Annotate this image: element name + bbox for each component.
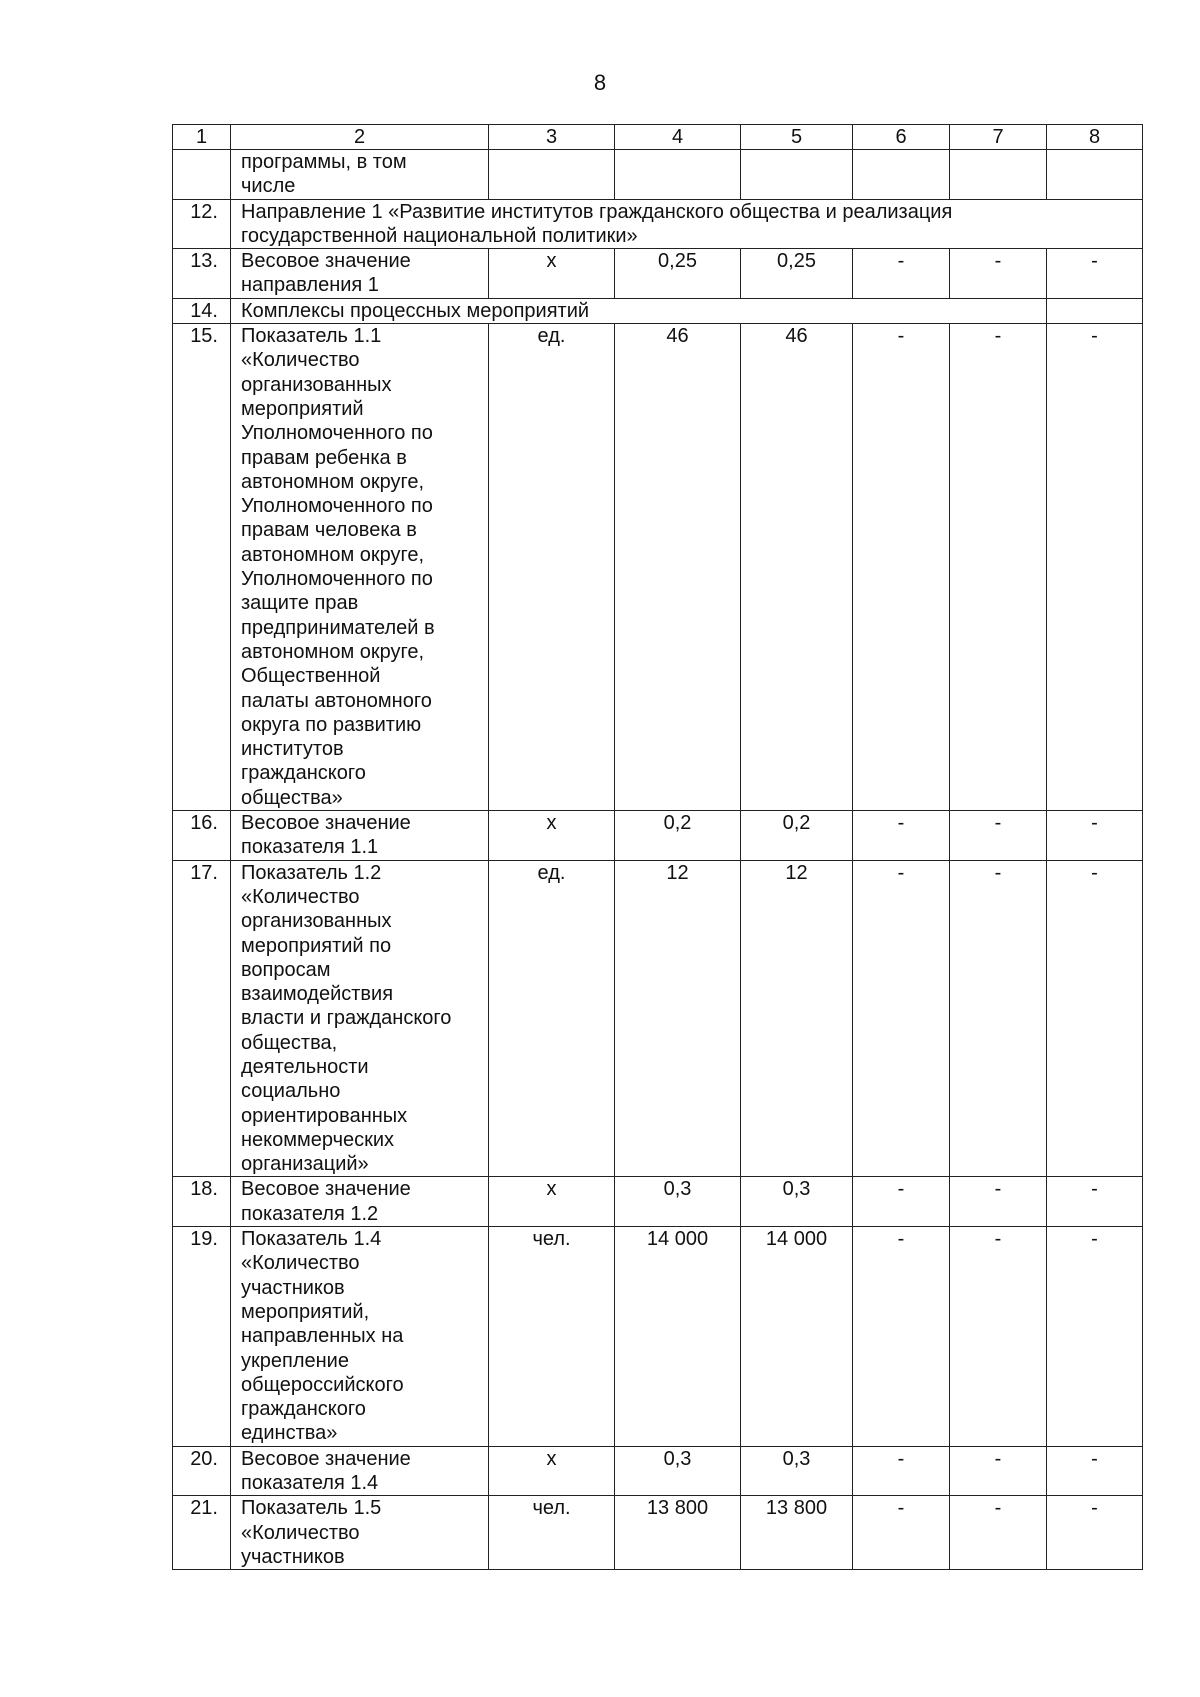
value-cell-col-6: - bbox=[853, 1496, 950, 1570]
value-cell-col-8: - bbox=[1047, 860, 1143, 1177]
value-cell-col-4: 0,2 bbox=[615, 811, 741, 861]
table-row bbox=[173, 199, 1143, 249]
table-row bbox=[173, 298, 1143, 323]
value-cell-col-5: 0,25 bbox=[741, 249, 853, 299]
value-cell-col-7: - bbox=[950, 249, 1047, 299]
row-number: 21. bbox=[173, 1496, 231, 1570]
column-header-4: 4 bbox=[615, 125, 741, 150]
value-cell-col-6: - bbox=[853, 324, 950, 811]
value-cell-col-5 bbox=[741, 150, 853, 200]
table-row bbox=[173, 1446, 1143, 1496]
value-cell-col-6 bbox=[853, 150, 950, 200]
table-row bbox=[173, 249, 1143, 299]
data-table bbox=[172, 124, 1143, 1570]
value-cell-col-8: - bbox=[1047, 1446, 1143, 1496]
value-cell-col-8: - bbox=[1047, 1496, 1143, 1570]
table-body bbox=[173, 125, 1143, 1570]
indicator-name-cell: Показатель 1.5 «Количество участников bbox=[231, 1496, 489, 1570]
value-cell-col-6: - bbox=[853, 860, 950, 1177]
table-row bbox=[173, 1227, 1143, 1447]
value-cell-col-8: - bbox=[1047, 811, 1143, 861]
value-cell-col-5: 0,3 bbox=[741, 1177, 853, 1227]
value-cell-col-4: 0,3 bbox=[615, 1177, 741, 1227]
indicator-name-cell: Весовое значение показателя 1.2 bbox=[231, 1177, 489, 1227]
value-cell-col-8 bbox=[1047, 298, 1143, 323]
value-cell-col-3: х bbox=[489, 249, 615, 299]
column-header-7: 7 bbox=[950, 125, 1047, 150]
value-cell-col-4: 0,3 bbox=[615, 1446, 741, 1496]
row-number: 15. bbox=[173, 324, 231, 811]
value-cell-col-6: - bbox=[853, 1227, 950, 1447]
value-cell-col-8: - bbox=[1047, 1227, 1143, 1447]
value-cell-col-3: ед. bbox=[489, 324, 615, 811]
value-cell-col-3 bbox=[489, 150, 615, 200]
value-cell-col-4: 0,25 bbox=[615, 249, 741, 299]
value-cell-col-5: 0,2 bbox=[741, 811, 853, 861]
table-row bbox=[173, 860, 1143, 1177]
value-cell-col-7: - bbox=[950, 1446, 1047, 1496]
value-cell-col-3: чел. bbox=[489, 1496, 615, 1570]
row-number bbox=[173, 150, 231, 200]
table-row bbox=[173, 1177, 1143, 1227]
indicator-name-cell: программы, в том числе bbox=[231, 150, 489, 200]
direction-title-cell: Направление 1 «Развитие институтов гражданского общества и реализация государственной национальной политики» bbox=[231, 199, 1143, 249]
value-cell-col-8: - bbox=[1047, 1177, 1143, 1227]
column-header-8: 8 bbox=[1047, 125, 1143, 150]
indicator-name-cell: Показатель 1.1 «Количество организованных мероприятий Уполномоченного по правам ребенка в автономном округе, Уполномоченного по правам человека в автономном округе, Уполномоченного по защите прав предпринимателей в автономном округе, Общественной палаты автономного округа по развитию институтов гражданского общества» bbox=[231, 324, 489, 811]
value-cell-col-5: 12 bbox=[741, 860, 853, 1177]
indicator-name-cell: Весовое значение показателя 1.4 bbox=[231, 1446, 489, 1496]
table-row bbox=[173, 1496, 1143, 1570]
indicator-name-cell: Показатель 1.2 «Количество организованных мероприятий по вопросам взаимодействия власти и гражданского общества, деятельности социально ориентированных некоммерческих организаций» bbox=[231, 860, 489, 1177]
value-cell-col-4 bbox=[615, 150, 741, 200]
value-cell-col-5: 46 bbox=[741, 324, 853, 811]
table-row bbox=[173, 811, 1143, 861]
value-cell-col-5: 0,3 bbox=[741, 1446, 853, 1496]
value-cell-col-3: чел. bbox=[489, 1227, 615, 1447]
value-cell-col-8 bbox=[1047, 150, 1143, 200]
value-cell-col-4: 46 bbox=[615, 324, 741, 811]
value-cell-col-7: - bbox=[950, 1177, 1047, 1227]
value-cell-col-8: - bbox=[1047, 249, 1143, 299]
row-number: 12. bbox=[173, 199, 231, 249]
table-header-row bbox=[173, 125, 1143, 150]
page-number: 8 bbox=[593, 70, 607, 95]
value-cell-col-5: 14 000 bbox=[741, 1227, 853, 1447]
indicator-name-cell: Показатель 1.4 «Количество участников мероприятий, направленных на укрепление общероссийского гражданского единства» bbox=[231, 1227, 489, 1447]
row-number: 17. bbox=[173, 860, 231, 1177]
value-cell-col-7: - bbox=[950, 324, 1047, 811]
column-header-5: 5 bbox=[741, 125, 853, 150]
value-cell-col-7: - bbox=[950, 1496, 1047, 1570]
table-row bbox=[173, 150, 1143, 200]
section-title-cell: Комплексы процессных мероприятий bbox=[231, 298, 1047, 323]
value-cell-col-3: х bbox=[489, 1446, 615, 1496]
row-number: 13. bbox=[173, 249, 231, 299]
value-cell-col-7: - bbox=[950, 860, 1047, 1177]
column-header-3: 3 bbox=[489, 125, 615, 150]
row-number: 19. bbox=[173, 1227, 231, 1447]
value-cell-col-6: - bbox=[853, 811, 950, 861]
row-number: 16. bbox=[173, 811, 231, 861]
row-number: 14. bbox=[173, 298, 231, 323]
column-header-6: 6 bbox=[853, 125, 950, 150]
value-cell-col-5: 13 800 bbox=[741, 1496, 853, 1570]
row-number: 18. bbox=[173, 1177, 231, 1227]
row-number: 20. bbox=[173, 1446, 231, 1496]
indicator-name-cell: Весовое значение показателя 1.1 bbox=[231, 811, 489, 861]
value-cell-col-8: - bbox=[1047, 324, 1143, 811]
value-cell-col-7: - bbox=[950, 811, 1047, 861]
value-cell-col-7: - bbox=[950, 1227, 1047, 1447]
value-cell-col-4: 13 800 bbox=[615, 1496, 741, 1570]
value-cell-col-6: - bbox=[853, 1446, 950, 1496]
value-cell-col-3: х bbox=[489, 811, 615, 861]
column-header-1: 1 bbox=[173, 125, 231, 150]
value-cell-col-3: ед. bbox=[489, 860, 615, 1177]
value-cell-col-3: х bbox=[489, 1177, 615, 1227]
value-cell-col-7 bbox=[950, 150, 1047, 200]
table-row bbox=[173, 324, 1143, 811]
value-cell-col-4: 12 bbox=[615, 860, 741, 1177]
value-cell-col-6: - bbox=[853, 1177, 950, 1227]
value-cell-col-4: 14 000 bbox=[615, 1227, 741, 1447]
column-header-2: 2 bbox=[231, 125, 489, 150]
value-cell-col-6: - bbox=[853, 249, 950, 299]
indicator-name-cell: Весовое значение направления 1 bbox=[231, 249, 489, 299]
